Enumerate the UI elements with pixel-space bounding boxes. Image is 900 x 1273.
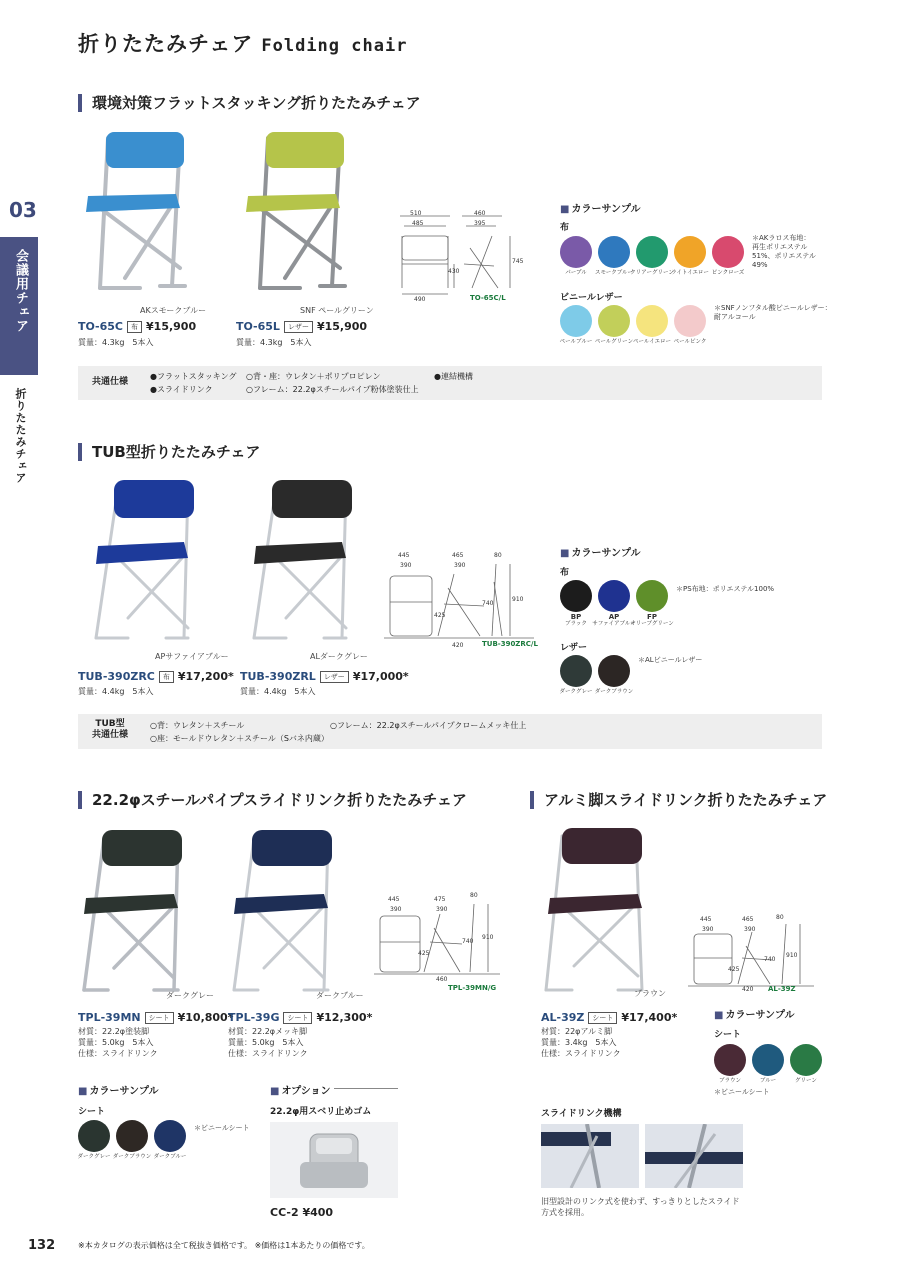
color-sample-heading: ■ カラーサンプル xyxy=(78,1082,159,1097)
dim-t: 80 xyxy=(470,892,478,899)
dim-h3: 425 xyxy=(728,966,740,973)
model-code: CC-2 xyxy=(270,1206,299,1219)
dim-label: AL-39Z xyxy=(768,985,796,993)
model-code: TUB-390ZRC xyxy=(78,670,155,683)
material-tag: シート xyxy=(145,1012,174,1024)
chair-back xyxy=(114,480,194,518)
dim-h2: 740 xyxy=(482,600,494,607)
color-swatch[interactable] xyxy=(636,236,668,268)
option-title: 22.2φ用スベリ止めゴム xyxy=(270,1107,372,1117)
spec-line: 材質：22.2φ塗装脚 xyxy=(78,1027,150,1036)
dim-h2: 740 xyxy=(764,956,776,963)
color-name: ペールグリーン xyxy=(594,339,634,345)
spec-tub390zrc: 質量：4.4kg 5本入 xyxy=(78,687,154,696)
color-swatch[interactable] xyxy=(116,1120,148,1152)
model-code: TUB-390ZRL xyxy=(240,670,316,683)
spec-item: ○背：ウレタン＋スチール xyxy=(150,721,245,730)
price: ¥12,300* xyxy=(316,1011,373,1024)
dim-t: 80 xyxy=(776,914,784,921)
spec-item: ○座：モールドウレタン＋スチール（Sバネ内蔵） xyxy=(150,734,329,743)
note-line: 51%、ポリエステル xyxy=(752,252,816,260)
price: ¥17,200* xyxy=(177,670,234,683)
caption-to65l: SNF ペールグリーン xyxy=(300,306,374,315)
dim-d1: 475 xyxy=(434,896,446,903)
dim-w2: 390 xyxy=(390,906,402,913)
chair-photo-to65c xyxy=(80,128,200,300)
color-swatch[interactable] xyxy=(154,1120,186,1152)
spec-line: 仕様：スライドリンク xyxy=(228,1049,308,1058)
dim-d2: 395 xyxy=(474,220,486,227)
color-name: ペールピンク xyxy=(673,339,707,345)
color-swatch[interactable] xyxy=(598,236,630,268)
dim-w1: 445 xyxy=(700,916,712,923)
footer-note: ※本カタログの表示価格は全て税抜き価格です。 ※価格は1本あたりの価格です。 xyxy=(78,1241,370,1250)
color-swatch[interactable] xyxy=(560,236,592,268)
chair-seat xyxy=(86,194,180,212)
price: ¥15,900 xyxy=(316,320,368,333)
label-line: TUB型 xyxy=(95,719,125,729)
slide-link-photo-1 xyxy=(541,1124,639,1188)
chair-seat xyxy=(84,894,178,914)
color-swatch[interactable] xyxy=(78,1120,110,1152)
note-line: 49% xyxy=(752,261,768,269)
slide-link-illustration xyxy=(541,1124,639,1188)
slide-link-description xyxy=(541,1196,739,1218)
common-spec-1 xyxy=(78,366,822,400)
spec-al39z xyxy=(541,1026,621,1059)
color-sample-sheet: シート xyxy=(78,1107,106,1117)
common-spec-label xyxy=(92,719,128,741)
spec-line: 材質：22φアルミ脚 xyxy=(541,1027,613,1036)
option-heading: ■ オプション xyxy=(270,1082,331,1097)
dim-d2: 390 xyxy=(454,562,466,569)
chair-photo-to65l xyxy=(240,128,360,300)
chair-back xyxy=(106,132,184,168)
dim-t: 80 xyxy=(494,552,502,559)
chapter-tab[interactable] xyxy=(0,237,38,375)
spec-line: 質量：3.4kg 5本入 xyxy=(541,1038,617,1047)
model-tpl39mn xyxy=(78,1011,233,1024)
color-swatch[interactable] xyxy=(560,580,592,612)
color-swatch[interactable] xyxy=(560,655,592,687)
chair-back xyxy=(562,828,642,864)
color-name: ダークブルー xyxy=(153,1154,187,1160)
color-swatch[interactable] xyxy=(598,580,630,612)
price: ¥400 xyxy=(302,1206,334,1219)
color-code: BP xyxy=(570,613,582,621)
dim-w2: 390 xyxy=(702,926,714,933)
color-swatch[interactable] xyxy=(752,1044,784,1076)
material-tag: シート xyxy=(588,1012,617,1024)
dim-w3: 420 xyxy=(742,986,754,993)
color-name: サファイアブルー xyxy=(592,621,636,627)
caption-tub390zrc: APサファイアブルー xyxy=(155,652,229,661)
common-spec-label: 共通仕様 xyxy=(92,377,129,387)
dim-w2: 390 xyxy=(400,562,412,569)
dim-w3: 460 xyxy=(436,976,448,983)
color-name: ダークブラウン xyxy=(594,689,634,695)
spec-line: 材質：22.2φメッキ脚 xyxy=(228,1027,308,1036)
color-swatch[interactable] xyxy=(674,305,706,337)
dim-h2: 740 xyxy=(462,938,474,945)
dim-d1: 465 xyxy=(452,552,464,559)
chair-seat xyxy=(234,894,328,914)
note-line: 耐アルコール xyxy=(714,313,756,321)
color-sample-sheet: シート xyxy=(714,1030,742,1040)
model-code: TPL-39G xyxy=(228,1011,280,1024)
spec-to65l: 質量：4.3kg 5本入 xyxy=(236,338,312,347)
sheet-note: ＊ビニールシート xyxy=(194,1124,250,1132)
leather-note: ＊ALビニールレザー xyxy=(638,656,703,664)
option-rule xyxy=(334,1088,398,1089)
color-name: ブラック xyxy=(565,621,587,627)
chair-back xyxy=(272,480,352,518)
section-heading-4: アルミ脚スライドリンク折りたたみチェア xyxy=(530,791,827,809)
chapter-subtitle: 折りたたみチェア xyxy=(14,388,27,484)
color-swatch[interactable] xyxy=(636,580,668,612)
dim-label: TO-65C/L xyxy=(470,294,506,302)
desc-line: 方式を採用。 xyxy=(541,1208,589,1217)
color-swatch-label xyxy=(628,614,676,628)
color-swatch-label xyxy=(590,689,638,696)
note-line: 再生ポリエステル xyxy=(752,243,808,251)
option-photo xyxy=(270,1122,398,1198)
color-swatch-label xyxy=(146,1154,194,1161)
label-line: 共通仕様 xyxy=(92,730,129,740)
material-tag: 布 xyxy=(127,321,142,333)
chair-back xyxy=(252,830,332,866)
color-swatch[interactable] xyxy=(560,305,592,337)
dim-h1: 910 xyxy=(482,934,494,941)
spec-tpl39mn xyxy=(78,1026,158,1059)
chair-photo-al39z xyxy=(542,826,652,996)
dim-d2: 390 xyxy=(436,906,448,913)
page-title xyxy=(78,28,407,58)
color-name: ダークブラウン xyxy=(112,1154,152,1160)
chair-back xyxy=(102,830,182,866)
chapter-tab-label: 会議用チェア xyxy=(13,249,28,333)
color-swatch[interactable] xyxy=(636,305,668,337)
color-swatch[interactable] xyxy=(714,1044,746,1076)
model-tub390zrl xyxy=(240,670,409,683)
slide-link-illustration xyxy=(645,1124,743,1188)
price: ¥17,000* xyxy=(352,670,409,683)
section-heading-2: TUB型折りたたみチェア xyxy=(78,443,260,461)
color-name: ダークグレー xyxy=(559,689,593,695)
dim-w2: 485 xyxy=(412,220,424,227)
spec-line: 仕様：スライドリンク xyxy=(78,1049,158,1058)
dim-h3: 425 xyxy=(418,950,430,957)
spec-item: ○背・座：ウレタン＋ポリプロピレン xyxy=(246,372,381,381)
color-name: クリアーグリーン xyxy=(630,270,674,276)
dim-d2: 390 xyxy=(744,926,756,933)
spec-line: 質量：5.0kg 5本入 xyxy=(78,1038,154,1047)
color-name: スモークブルー xyxy=(594,270,634,276)
caption-tub390zrl: ALダークグレー xyxy=(310,652,368,661)
color-swatch[interactable] xyxy=(712,236,744,268)
dim-w1: 445 xyxy=(398,552,410,559)
desc-line: 旧型設計のリンク式を使わず、すっきりとしたスライド xyxy=(541,1197,740,1206)
spec-item: ●フラットスタッキング xyxy=(150,372,237,381)
chair-back xyxy=(266,132,344,168)
spec-tpl39g xyxy=(228,1026,308,1059)
spec-item: ○フレーム：22.2φスチールパイプクロームメッキ仕上 xyxy=(330,721,527,730)
color-swatch[interactable] xyxy=(674,236,706,268)
dim-w3: 420 xyxy=(452,642,464,649)
page-number: 132 xyxy=(28,1238,56,1253)
spec-line: 仕様：スライドリンク xyxy=(541,1049,621,1058)
color-sample-fabric: 布 xyxy=(560,223,570,233)
color-sample-heading: ■ カラーサンプル xyxy=(560,544,641,559)
dim-h1: 910 xyxy=(786,952,798,959)
price: ¥15,900 xyxy=(146,320,197,333)
title-ja: 折りたたみチェア xyxy=(78,32,254,56)
price: ¥10,800* xyxy=(177,1011,234,1024)
color-sample-leather: レザー xyxy=(560,643,588,653)
price: ¥17,400* xyxy=(621,1011,678,1024)
section-heading-3: 22.2φスチールパイプスライドリンク折りたたみチェア xyxy=(78,791,467,809)
color-swatch[interactable] xyxy=(790,1044,822,1076)
material-tag: レザー xyxy=(284,321,313,333)
dim-h3: 425 xyxy=(434,612,446,619)
color-name: ペールイエロー xyxy=(633,339,671,345)
slide-link-heading: スライドリンク機構 xyxy=(541,1109,622,1119)
chair-seat xyxy=(246,194,340,212)
chair-photo-tub390zrl xyxy=(246,478,361,646)
dim-w1: 445 xyxy=(388,896,400,903)
material-tag: 布 xyxy=(159,671,174,683)
note-line: ＊AKラロス布地： xyxy=(752,234,811,242)
dim-h1: 910 xyxy=(512,596,524,603)
color-name: ライトイエロー xyxy=(671,270,709,276)
note-line: ＊SNFノンフタル酸ビニールレザー： xyxy=(714,304,832,312)
spec-item: ●連結機構 xyxy=(434,372,473,381)
rubber-cap-icon xyxy=(270,1122,398,1198)
spec-item: ●スライドリンク xyxy=(150,385,213,394)
spec-item: ○フレーム：22.2φスチールパイプ粉体塗装仕上 xyxy=(246,385,419,394)
model-code: TO-65L xyxy=(236,320,280,333)
color-swatch[interactable] xyxy=(598,305,630,337)
sheet-note: ＊ビニールシート xyxy=(714,1088,770,1096)
color-sample-fabric: 布 xyxy=(560,568,570,578)
color-name: ダークグレー xyxy=(77,1154,111,1160)
dim-d1: 460 xyxy=(474,210,486,217)
caption-tpl39g: ダークブルー xyxy=(316,991,364,1000)
spec-tub390zrl: 質量：4.4kg 5本入 xyxy=(240,687,316,696)
chair-photo-tpl39mn xyxy=(78,828,188,996)
dim-label: TPL-39MN/G xyxy=(448,984,497,992)
color-sample-heading: ■ カラーサンプル xyxy=(714,1006,795,1021)
model-to65l xyxy=(236,320,367,333)
color-sample-heading: ■ カラーサンプル xyxy=(560,200,641,215)
color-name: ブルー xyxy=(759,1078,777,1084)
dim-w1: 510 xyxy=(410,210,422,217)
caption-al39z: ブラウン xyxy=(634,989,666,998)
color-name: パープル xyxy=(565,270,587,276)
spec-to65c: 質量：4.3kg 5本入 xyxy=(78,338,154,347)
color-name: グリーン xyxy=(795,1078,817,1084)
slide-link-photo-2 xyxy=(645,1124,743,1188)
color-code: AP xyxy=(608,613,620,621)
fabric-note xyxy=(752,234,816,270)
model-code: TO-65C xyxy=(78,320,124,333)
fabric-note: ＊PS布地：ポリエステル100% xyxy=(676,585,775,593)
dim-h1: 745 xyxy=(512,258,524,265)
color-name: ペールブルー xyxy=(559,339,593,345)
model-tpl39g xyxy=(228,1011,372,1024)
model-code: AL-39Z xyxy=(541,1011,585,1024)
color-sample-vinyl: ビニールレザー xyxy=(560,293,623,303)
dim-h2: 430 xyxy=(448,268,460,275)
dim-d1: 465 xyxy=(742,916,754,923)
common-spec-2 xyxy=(78,714,822,749)
dim-w3: 490 xyxy=(414,296,426,303)
dim-label: TUB-390ZRC/L xyxy=(482,640,538,648)
section-heading-1: 環境対策フラットスタッキング折りたたみチェア xyxy=(78,94,421,112)
material-tag: レザー xyxy=(320,671,349,683)
color-swatch[interactable] xyxy=(598,655,630,687)
model-code: TPL-39MN xyxy=(78,1011,141,1024)
title-en: Folding chair xyxy=(261,36,408,56)
caption-tpl39mn: ダークグレー xyxy=(166,991,214,1000)
chair-photo-tpl39g xyxy=(228,828,338,996)
color-name: ピンクローズ xyxy=(711,270,745,276)
color-swatch-label xyxy=(704,270,752,277)
chapter-number: 03 xyxy=(9,198,37,222)
model-to65c xyxy=(78,320,196,333)
color-name: ブラウン xyxy=(718,1078,741,1084)
option-model xyxy=(270,1206,333,1219)
color-code: FP xyxy=(647,613,657,621)
chair-photo-tub390zrc xyxy=(88,478,203,646)
spec-line: 質量：5.0kg 5本入 xyxy=(228,1038,304,1047)
color-name: オリーブグリーン xyxy=(630,621,674,627)
color-swatch-label xyxy=(782,1078,830,1085)
color-swatch-label xyxy=(666,339,714,346)
model-tub390zrc xyxy=(78,670,234,683)
vinyl-note xyxy=(714,304,832,322)
material-tag: シート xyxy=(283,1012,312,1024)
model-al39z xyxy=(541,1011,677,1024)
caption-to65c: AKスモークブルー xyxy=(140,306,207,315)
